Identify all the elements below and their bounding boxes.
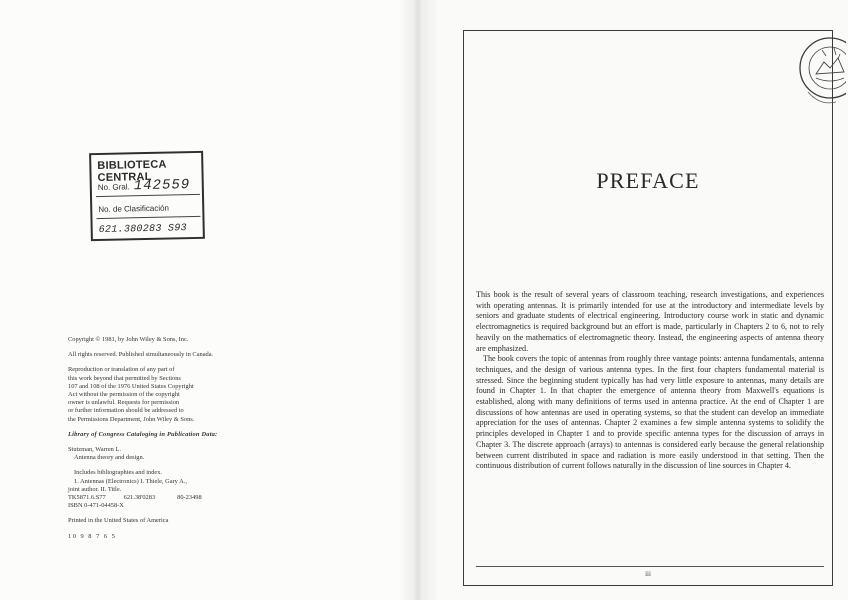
copyright-block	[68, 336, 298, 541]
stamp-class-label: No. de Clasificación	[98, 203, 170, 215]
repro-line: 107 and 108 of the 1976 United States Copyright	[68, 382, 194, 390]
print-number-line: 10 9 8 7 6 5	[68, 532, 117, 540]
page-number: iii	[645, 570, 651, 578]
cip-note: 1. Antennas (Electronics) I. Thiele, Gary A.,	[74, 477, 187, 485]
cip-note: joint author. II. Title.	[68, 485, 122, 493]
stamp-registration-row	[98, 177, 191, 195]
repro-line: or further information should be addressed to	[68, 407, 184, 415]
printed-line: Printed in the United States of America	[68, 517, 169, 525]
cip-lccn: 80-23498	[177, 494, 202, 502]
rights-line: All rights reserved. Published simultaneously in Canada.	[68, 351, 214, 359]
cip-heading: Library of Congress Cataloging in Publication Data:	[68, 430, 218, 438]
stamp-title: BIBLIOTECA CENTRAL	[97, 158, 167, 185]
preface-body	[476, 290, 824, 472]
stamp-reg-label: No. Gral.	[97, 182, 130, 193]
cip-author: Stutzman, Warren L.	[68, 446, 121, 454]
repro-line: Reproduction or translation of any part of	[68, 366, 175, 374]
library-seal-image	[786, 28, 846, 116]
footer-rule	[476, 566, 824, 567]
book-gutter	[398, 0, 438, 600]
preface-paragraph: This book is the result of several years of classroom teaching, research investigations, and experiences with operating antennas. It is primarily intended for use at the introductory and intermediate levels by seniors and graduate students of electrical engineering. Introductory course work in static and dynamic electromagnetics is required background but an effort is made, particularly in Chapters 2 to 6, not to rely heavily on the mathematics of electromagnetic theory. Instead, the engineering aspects of antenna theory are emphasized.	[476, 290, 824, 353]
repro-line: Act without the permission of the copyright	[68, 391, 180, 399]
cip-callno: TK5871.6.S77	[68, 494, 106, 502]
library-stamp	[89, 151, 205, 241]
isbn: ISBN 0-471-04458-X	[68, 502, 124, 510]
preface-title: PREFACE	[596, 168, 700, 193]
cip-classification	[68, 494, 298, 502]
cip-dewey: 621.38'0283	[123, 494, 156, 502]
cip-note: Includes bibliographies and index.	[74, 469, 163, 477]
copyright-line: Copyright © 1981, by John Wiley & Sons, Inc.	[68, 336, 189, 343]
repro-line: owner is unlawful. Requests for permission	[68, 399, 180, 407]
repro-line: this work beyond that permitted by Sections	[68, 374, 181, 382]
preface-paragraph: The book covers the topic of antennas from roughly three vantage points: antenna fundamentals, antenna techniques, and the design of various antenna types. In the first four chapters fundamental material is stressed. Since the beginning student typically has had very little exposure to antennas, many details are found in Chapter 1. In that chapter the emergence of antenna theory from Maxwell's equations is established, along with many definitions of terms used in antenna practice. At the end of Chapter 1 are discussions of how antennas are used in operating systems, so that the student can develop an immediate appreciation for the uses of antennas. Chapter 2 examines a few simple antenna systems to solidify the principles developed in Chapter 1 and to provide specific antenna types for the discussion of arrays in Chapter 3. The discrete approach (arrays) to antennas is considered early because the general relationship between current distributed in space and radiation is more easily understood in that setting. Then the continuous distribution of current follows naturally in the discussion of line sources in Chapter 4.	[476, 354, 824, 471]
stamp-reg-number: 142559	[133, 177, 191, 195]
stamp-divider	[96, 216, 200, 219]
stamp-call-number: 621.380283 S93	[98, 223, 188, 237]
repro-line: the Permissions Department, John Wiley & Sons.	[68, 415, 195, 423]
cip-title: Antenna theory and design.	[74, 454, 145, 462]
